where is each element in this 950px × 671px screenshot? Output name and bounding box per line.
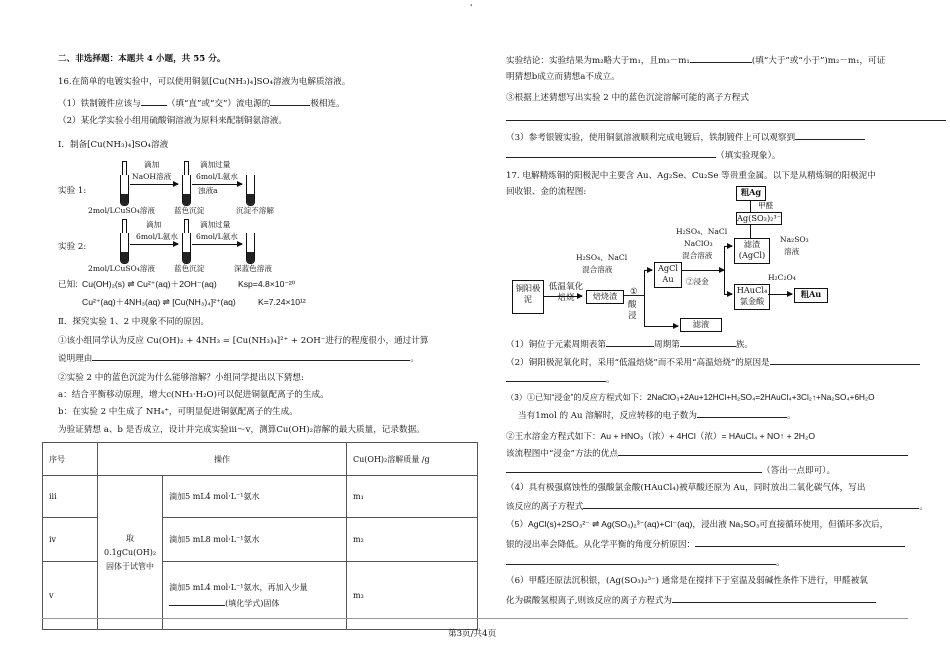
page-footer: 第3页/共4页: [448, 629, 497, 639]
q17-part3: （3）①已知“浸金”的反应方程式如下：2NaClO₃+2Au+12HCl+H₂SO₄=2HAuCl₄+3Cl₂↑+Na₂SO₄+6H₂O: [506, 393, 875, 402]
flow-circle2: ②浸金: [686, 277, 709, 286]
q16-part3-text: （3）参考银镀实验，使用铜氨溶液顺利完成电镀后，铁制镀件上可以观察到: [506, 133, 796, 143]
flow-mix-text: AgCl: [657, 263, 679, 273]
test-tube-icon: [182, 175, 191, 206]
experiment-table: [42, 442, 478, 630]
q17-part6-line2: [506, 593, 876, 607]
question-c1-text: 说明理由: [58, 354, 93, 364]
flow-mix-text-b: Au: [662, 274, 674, 284]
question-c2: ②实验 2 中的蓝色沉淀为什么能够溶解？小组同学提出以下猜想:: [58, 373, 304, 383]
flow-residue-text-b: (AgCl): [738, 250, 766, 260]
answer-blank[interactable]: [680, 337, 736, 347]
arrow-icon: [644, 270, 652, 271]
flow-circle1: ①: [630, 287, 638, 297]
q17-part3-text-d: 该流程图中“浸金”方法的优点: [506, 449, 618, 459]
answer-blank[interactable]: [169, 596, 225, 606]
test-tube-icon: [246, 233, 255, 264]
equilibrium-1: Cu(OH)₂(s) ⇌ Cu²⁺(aq)＋2OH⁻(aq): [82, 279, 217, 289]
exp1-note: 浊液a: [198, 186, 218, 195]
q16-part1-text-a: （1）铁制镀件应该与: [58, 99, 141, 109]
exp1-caption1: 2mol/LCuSO₄溶液: [88, 206, 155, 215]
answer-blank[interactable]: [606, 337, 654, 347]
table-row: [43, 476, 478, 518]
flow-haucl4-text: HAuCl₄: [736, 285, 768, 295]
flow-na2so3b: 溶液: [784, 247, 800, 256]
row-operation-text-2: (填化学式)固体: [225, 598, 280, 608]
exp2-reagent1: 滴加: [146, 220, 162, 229]
answer-blank[interactable]: [506, 148, 716, 158]
shared-operation: 取0.1gCu(OH)₂固体于试管中: [98, 476, 163, 630]
guess-a: a：结合平衡移动原理，增大c(NH₃·H₂O)可以促进铜氨配离子的生成。: [58, 390, 329, 400]
header-mark: ': [470, 3, 473, 13]
answer-blank[interactable]: [795, 130, 865, 140]
answer-line[interactable]: [506, 120, 946, 121]
q17-part4: （4）具有极强腐蚀性的强酸氯金酸(HAuCl₄)被草酸还原为 Au，同时放出二氧化碳气体，写出: [506, 483, 866, 493]
row-mass: m₂: [347, 518, 478, 562]
flow-residue-text: 滤渣: [743, 239, 761, 249]
flow-ag-complex-box: Ag(SO₃)₂³⁻: [737, 213, 782, 223]
row-mass: m₃: [347, 562, 478, 630]
q17-part4-text-b: 该反应的离子方程式: [506, 502, 584, 512]
answer-blank[interactable]: [506, 372, 606, 382]
q16-intro: 16.在简单的电镀实验中，可以使用铜氨[Cu(NH₃)₄]SO₄溶液为电解质溶液。: [58, 77, 351, 87]
question-c1: ①该小组同学认为反应 Cu(OH)₂ + 4NH₃ = [Cu(NH₃)₄]²⁺ + 2OH⁻进行的程度很小，通过计算: [58, 336, 429, 346]
q16-part3: [506, 130, 865, 144]
q17-part3-advantage-line2: [506, 463, 835, 477]
arrow-icon: [192, 184, 242, 185]
flow-connector: [724, 246, 725, 294]
answer-blank[interactable]: [506, 463, 762, 473]
flow-reagent1b: 混合溶液: [582, 265, 613, 274]
exp1-reagent2b: 6mol/L氨水: [196, 172, 238, 181]
conclusion-text-b: (填“大于”或“小于”)m₂－m₁，可证: [751, 56, 886, 66]
test-tube-icon: [182, 233, 191, 264]
arrow-icon: [682, 270, 724, 271]
guess-b: b：在实验 2 中生成了 NH₄⁺，可明显促进铜氨配离子的生成。: [58, 407, 298, 417]
ksp-value: Ksp=4.8×10⁻²⁰: [238, 279, 296, 289]
q17-part1: [506, 337, 753, 351]
footer-divider: [42, 618, 908, 619]
arrow-icon: [544, 296, 582, 297]
flow-crude-au-box: 粗Au: [794, 288, 828, 303]
q17-part3-text-b: 当有1mol 的 Au 溶解时，反应转移的电子数为: [518, 411, 697, 421]
q16-part1-text-b: （填“直”或“交”）流电源的: [166, 99, 271, 109]
answer-blank[interactable]: [697, 408, 787, 418]
flow-filtrate-box: 滤液: [680, 318, 722, 332]
flow-haucl4-text-b: 氯金酸: [739, 296, 765, 306]
flow-crude-ag-box: 粗Ag: [736, 186, 766, 201]
test-tube-icon: [246, 175, 255, 206]
answer-blank[interactable]: [583, 499, 919, 509]
test-tube-icon: [120, 175, 129, 206]
arrow-icon: [768, 294, 792, 295]
q17-part3-text-e: （答出一点即可）。: [762, 466, 836, 476]
answer-blank[interactable]: [270, 96, 310, 106]
q17-part2-text: （2）铜阳极泥氧化时，采用“低温焙烧”而不采用“高温焙烧”的原因是: [506, 358, 770, 368]
row-mass: m₁: [347, 476, 478, 518]
q17-part6-text-b: 化为碳酸氢根离子,则该反应的离子方程式为: [506, 596, 673, 606]
q17-part5-line3: 。: [506, 555, 785, 569]
flow-residue-box: [734, 238, 770, 264]
arrow-icon: [724, 246, 732, 247]
answer-blank[interactable]: [141, 96, 167, 106]
section-title: 二、非选择题：本题共 4 小题，共 55 分。: [58, 54, 226, 64]
arrow-icon: [130, 244, 178, 245]
q17-part3-aqua-regia: ②王水溶金方程式如下：Au + HNO₃（浓）+ 4HCl（浓）= HAuCl₄ + NO↑ + 2H₂O: [506, 431, 816, 441]
flow-acid-leach: 酸浸: [628, 300, 637, 321]
flow-na2so3: Na₂SO₃: [780, 235, 809, 244]
q17-part1-text-b: 周期第: [654, 340, 680, 350]
verify-text: 为验证猜想 a、b 是否成立，设计并完成实验iii～v，测算Cu(OH)₂溶解的最大质量，记录数据。: [58, 425, 425, 435]
exp1-label: 实验 1:: [58, 186, 87, 196]
known-label: 已知:: [58, 279, 78, 289]
exp1-reagent2: 滴加过量: [200, 160, 231, 169]
flow-h2c2o4: H₂C₂O₄: [768, 273, 796, 282]
exp1-caption3: 沉淀不溶解: [236, 206, 274, 215]
row-operation: [163, 562, 347, 630]
exp2-caption1: 2mol/LCuSO₄溶液: [88, 264, 155, 273]
exp1-caption2: 蓝色沉淀: [174, 206, 205, 215]
question-c1-line2: 说明理由 。: [58, 351, 419, 365]
flow-calcine-box: 焙烧渣: [586, 290, 624, 304]
table-header-cell: 操作: [98, 443, 347, 476]
row-operation: 滴加5 mL8 mol·L⁻¹氨水: [163, 518, 347, 562]
exp1-reagent1b: NaOH溶液: [132, 172, 172, 181]
flow-hcho: 甲醛: [758, 201, 774, 210]
arrow-icon: [724, 294, 732, 295]
q16-part2: （2）某化学实验小组用硫酸铜溶液为原料来配制铜氨溶液。: [58, 116, 287, 126]
row-operation: 滴加5 mL4 mol·L⁻¹氨水: [163, 476, 347, 518]
arrow-icon: [192, 244, 242, 245]
equilibrium-2: Cu²⁺(aq)＋4NH₃(aq) ⇌ [Cu(NH₃)₄]²⁺(aq): [82, 297, 236, 307]
arrow-icon: [644, 326, 678, 327]
flow-raw-box: [512, 280, 544, 314]
q16-part3-line2: [506, 148, 780, 162]
part2-title: Ⅱ．探究实验 1、2 中现象不同的原因。: [58, 317, 210, 327]
flow-reagent2: H₂SO₄、NaCl: [676, 227, 728, 236]
flow-step1: 低温氧化焙烧: [548, 282, 584, 303]
conclusion-line2: 明猜想b成立而猜想a不成立。: [506, 72, 620, 82]
flow-reagent1: H₂SO₄、NaCl: [576, 253, 628, 262]
q17-part2: [506, 355, 920, 369]
q16-part1-text-c: 极相连。: [310, 99, 345, 109]
exp2-reagent1b: 6mol/L氨水: [136, 232, 178, 241]
flow-connector: [750, 200, 751, 212]
q16-part1: [58, 96, 345, 110]
flow-reagent2b: NaClO₃: [684, 239, 713, 248]
q17-part5: （5）AgCl(s)+2SO₃²⁻ ⇌ Ag(SO₃)₂³⁻(aq)+Cl⁻(aq)，浸出液 Na₂SO₃可直接循环使用，但循环多次后，: [506, 519, 889, 529]
flow-connector: [644, 270, 645, 326]
answer-blank[interactable]: [695, 537, 905, 547]
arrow-icon: [130, 184, 178, 185]
question-c3: ③根据上述猜想写出实验 2 中的蓝色沉淀溶解可能的离子方程式: [506, 93, 749, 103]
k-value: K=7.24×10¹²: [258, 297, 306, 307]
part1-title: Ⅰ．制备[Cu(NH₃)₄]SO₄溶液: [58, 140, 169, 150]
flow-haucl4-box: [734, 284, 770, 310]
exp2-caption3: 深蓝色溶液: [234, 264, 272, 273]
exp2-reagent2: 滴加过量: [200, 220, 231, 229]
row-number: v: [43, 562, 98, 630]
row-operation-text: 滴加5 mL4 mol·L⁻¹氨水，再加入少量: [169, 582, 308, 592]
q17-part3-advantage: [506, 446, 908, 460]
q17-intro: 17. 电解精炼铜的阳极泥中主要含 Au、Ag₂Se、Cu₂Se 等贵重金属。以下是从精炼铜的阳极泥中: [506, 171, 876, 181]
q17-part5-text-b: 银的浸出率会降低。从化学平衡的角度分析原因：: [506, 540, 696, 550]
q17-part1-text-c: 族。: [735, 340, 753, 350]
q16-part3-text-b: （填实验现象）。: [716, 151, 781, 161]
row-number: iii: [43, 476, 98, 518]
exp1-reagent1: 滴加: [144, 160, 160, 169]
q17-part1-text-a: （1）铜位于元素周期表第: [506, 340, 606, 350]
conclusion-text-a: 实验结论：实验结果为m₂略大于m₁，且m₃－m₁: [506, 56, 690, 66]
answer-blank[interactable]: [690, 53, 752, 63]
q17-part4-line2: 该反应的离子方程式 。: [506, 499, 928, 513]
q17-part5-line2: [506, 537, 905, 551]
row-number: iv: [43, 518, 98, 562]
answer-blank[interactable]: [506, 555, 776, 565]
answer-blank[interactable]: [672, 593, 876, 603]
flow-raw-text: 铜阳极泥: [515, 283, 541, 304]
flow-reagent2c: 混合溶液: [682, 251, 713, 260]
q17-intro-line2: 回收银、金的流程图:: [506, 187, 587, 197]
table-header-row: [43, 443, 478, 476]
table-header-cell: 序号: [43, 443, 98, 476]
exp2-caption2: 蓝色沉淀: [174, 264, 205, 273]
answer-blank[interactable]: [618, 446, 908, 456]
exp2-reagent2b: 6mol/L氨水: [196, 232, 238, 241]
exp2-label: 实验 2:: [58, 242, 87, 252]
answer-blank[interactable]: [92, 351, 410, 361]
q17-part2-line2: 。: [506, 372, 615, 386]
q17-part6: （6）甲醛还原法沉积银，(Ag(SO₃)₂³⁻) 通常是在搅拌下于室温及弱碱性条件下进行，甲醛被氧: [506, 576, 868, 586]
table-header-cell: Cu(OH)₂溶解质量 /g: [347, 443, 478, 476]
flow-connector: [624, 295, 644, 296]
conclusion: [506, 53, 885, 67]
answer-blank[interactable]: [770, 355, 920, 365]
test-tube-icon: [120, 233, 129, 264]
flow-mix-box: [654, 262, 682, 288]
q17-part3-line2: 当有1mol 的 Au 溶解时，反应转移的电子数为 。: [518, 408, 796, 422]
